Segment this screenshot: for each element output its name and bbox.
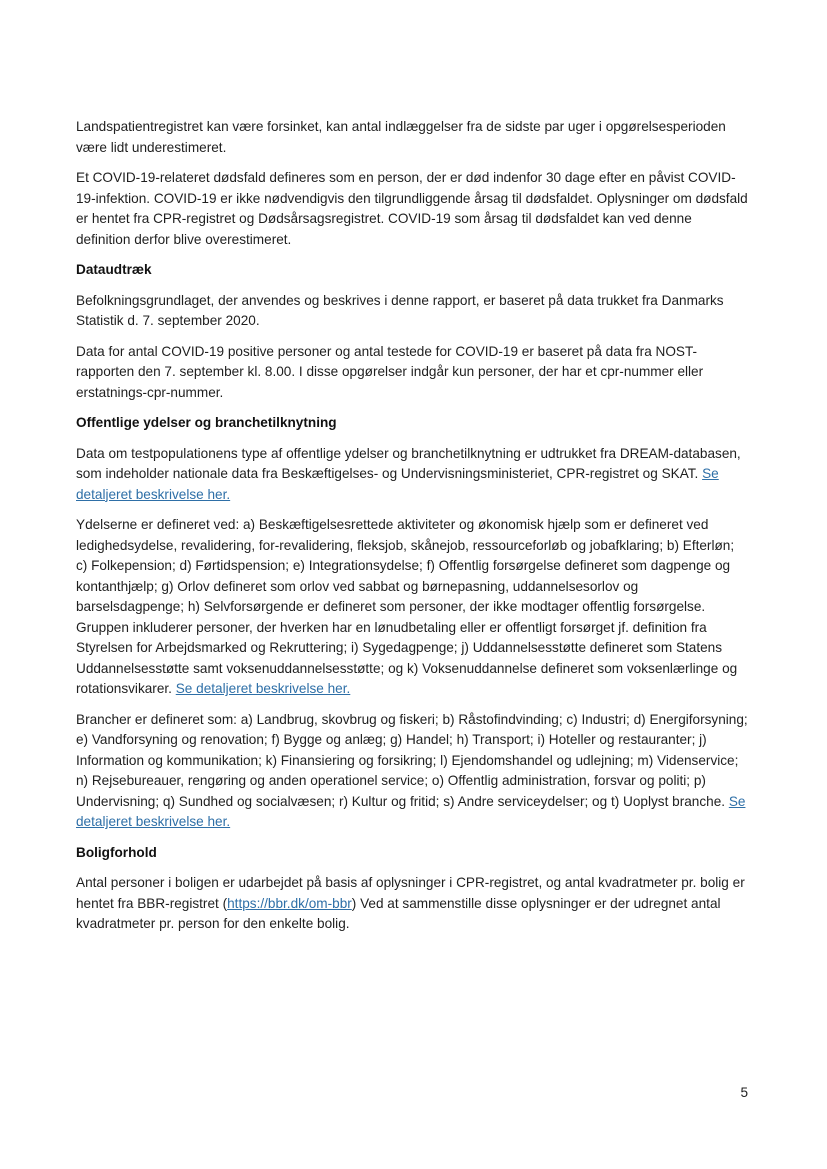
paragraph-registry-delay: Landspatientregistret kan være forsinket, kan antal indlæggelser fra de sidste par uger i opgørelsesperioden være lidt underestimeret.	[76, 119, 726, 155]
paragraph-brancher-definition	[76, 710, 748, 833]
paragraph-bolig	[76, 873, 748, 935]
paragraph-bolig-text-a: Antal personer i boligen er udarbejdet på basis af oplysninger i CPR-registret, og antal kvadratmeter pr. bolig er hentet fra BBR-registret (	[76, 875, 745, 911]
paragraph-brancher-text: Brancher er defineret som: a) Landbrug, skovbrug og fiskeri; b) Råstofindvinding; c) Industri; d) Energiforsyning; e) Vandforsyning og renovation; f) Bygge og anlæg; g) Handel; h) Transport; i) Hoteller og restauranter; j) Information og kommunikation; k) Finansiering og forsikring; l) Ejendomshandel og udlejning; m) Videnservice; n) Rejsebureauer, rengøring og anden operationel service; o) Offentlig administration, forsvar og politi; p) Undervisning; q) Sundhed og socialvæsen; r) Kultur og fritid; s) Andre serviceydelser; og t) Uoplyst branche.	[76, 711, 748, 809]
paragraph-dream-database	[76, 444, 748, 506]
paragraph-covid-death-definition: Et COVID-19-relateret dødsfald defineres som en person, der er død indenfor 30 dage efter en påvist COVID-19-infektion. COVID-19 er ikke nødvendigvis den tilgrundliggende årsag til dødsfaldet. Oplysninger om dødsfald er hentet fra CPR-registret og Dødsårsagsregistret. COVID-19 som årsag til dødsfaldet kan ved denne definition derfor blive overestimeret.	[76, 170, 748, 247]
detail-link-ydelser[interactable]: Se detaljeret beskrivelse her.	[175, 681, 351, 696]
detail-link-brancher[interactable]: Se detaljeret beskrivelse her.	[76, 793, 746, 829]
paragraph-nost-data: Data for antal COVID-19 positive personer og antal testede for COVID-19 er baseret på data fra NOST-rapporten den 7. september kl. 8.00. I disse opgørelser indgår kun personer, der har et cpr-nummer eller erstatnings-cpr-nummer.	[76, 343, 704, 400]
paragraph-bolig-text-b: ) Ved at sammenstille disse oplysninger er der udregnet antal kvadratmeter pr. person for den enkelte bolig.	[76, 895, 721, 931]
bbr-link[interactable]: https://bbr.dk/om-bbr	[227, 895, 352, 911]
paragraph-ydelser-definition	[76, 515, 748, 700]
detail-link-dream[interactable]: Se detaljeret beskrivelse her.	[76, 466, 719, 502]
heading-boligforhold: Boligforhold	[76, 844, 157, 860]
heading-dataudtraek: Dataudtræk	[76, 262, 152, 277]
document-body	[76, 117, 748, 945]
heading-offentlige-ydelser: Offentlige ydelser og branchetilknytning	[76, 415, 337, 430]
paragraph-dream-text: Data om testpopulationens type af offentlige ydelser og branchetilknytning er udtrukket fra DREAM-databasen, som indeholder nationale data fra Beskæftigelses- og Undervisningsministeriet, CPR-registret og SKAT.	[76, 445, 741, 481]
paragraph-population-basis: Befolkningsgrundlaget, der anvendes og beskrives i denne rapport, er baseret på data trukket fra Danmarks Statistik d. 7. september 2020.	[76, 292, 724, 328]
paragraph-ydelser-text: Ydelserne er defineret ved: a) Beskæftigelsesrettede aktiviteter og økonomisk hjælp som er defineret ved ledighedsydelse, revalidering, for-revalidering, fleksjob, skånejob, ressourceforløb og jobafklaring; b) Efterløn; c) Folkepension; d) Førtidspension; e) Integrationsydelse; f) Offentlig forsørgelse defineret som dagpenge og kontanthjælp; g) Orlov defineret som orlov ved sabbat og børnepasning, uddannelsesorlov og barselsdagpenge; h) Selvforsørgende er defineret som personer, der ikke modtager offentlig forsørgelse. Gruppen inkluderer personer, der hverken har en lønudbetaling eller er offentligt forsørget jf. definition fra Styrelsen for Arbejdsmarked og Rekruttering; i) Sygedagpenge; j) Uddannelsesstøtte defineret som Statens Uddannelsesstøtte samt voksenuddannelsesstøtte; og k) Voksenuddannelse defineret som voksenlærlinge og rotationsvikarer.	[76, 517, 738, 696]
page-number: 5	[740, 1085, 748, 1100]
